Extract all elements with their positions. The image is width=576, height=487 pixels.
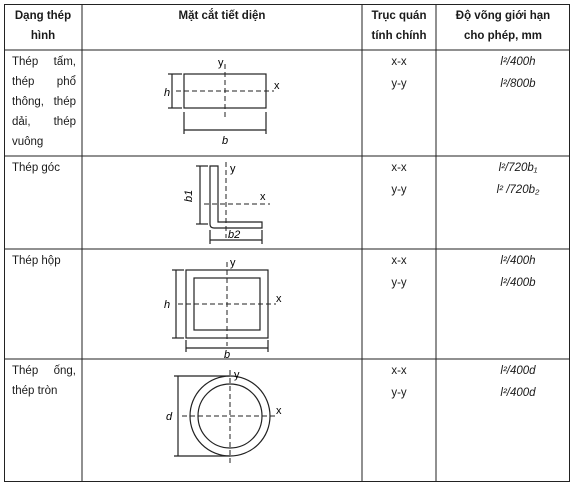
header-type: Dạng thép hình <box>14 10 72 42</box>
row-type-box: Thép hộp <box>12 255 61 267</box>
limit-x: l²/720b₁ <box>498 162 538 174</box>
fig-label-x: x <box>276 293 282 305</box>
limit-x: l²/400d <box>500 365 536 377</box>
plate-section-figure <box>164 52 294 152</box>
row-type-plate: Thép tấm, thép phổ thông, thép dải, thép vuông <box>12 56 76 148</box>
axis-y: y-y <box>391 387 407 399</box>
limit-y: l² /720b₂ <box>496 184 540 196</box>
fig-label-b: b <box>222 135 229 147</box>
axis-y: y-y <box>391 277 407 289</box>
fig-label-x: x <box>276 405 282 417</box>
limit-x: l²/400h <box>500 56 536 68</box>
axis-x: x-x <box>391 365 407 377</box>
fig-label-y: y <box>218 57 224 69</box>
angle-section-figure <box>174 158 284 250</box>
fig-label-h: h <box>164 87 171 99</box>
fig-label-d: d <box>166 411 173 423</box>
fig-label-x: x <box>260 191 266 203</box>
fig-label-y: y <box>234 369 240 381</box>
header-deflection: Độ võng giới hạn cho phép, mm <box>455 10 551 42</box>
deflection-table <box>4 4 570 482</box>
limit-y: l²/800b <box>500 78 536 90</box>
header-axis: Trục quán tính chính <box>371 10 427 42</box>
fig-label-h: h <box>164 299 171 311</box>
limit-y: l²/400d <box>500 387 536 399</box>
row-type-angle: Thép góc <box>12 162 60 174</box>
axis-x: x-x <box>391 255 407 267</box>
tube-section-figure <box>164 364 294 476</box>
fig-label-x: x <box>274 80 280 92</box>
fig-label-y: y <box>230 257 236 269</box>
axis-y: y-y <box>391 184 407 196</box>
axis-y: y-y <box>391 78 407 90</box>
box-section-figure <box>164 252 294 358</box>
axis-x: x-x <box>391 162 407 174</box>
fig-label-b1: b1 <box>183 189 195 202</box>
fig-label-b2: b2 <box>228 229 241 241</box>
header-section: Mặt cắt tiết diện <box>178 10 266 22</box>
limit-x: l²/400h <box>500 255 536 267</box>
row-type-tube: Thép ống, thép tròn <box>12 365 76 397</box>
fig-label-b: b <box>224 349 231 358</box>
axis-x: x-x <box>391 56 407 68</box>
limit-y: l²/400b <box>500 277 536 289</box>
fig-label-y: y <box>230 163 236 175</box>
